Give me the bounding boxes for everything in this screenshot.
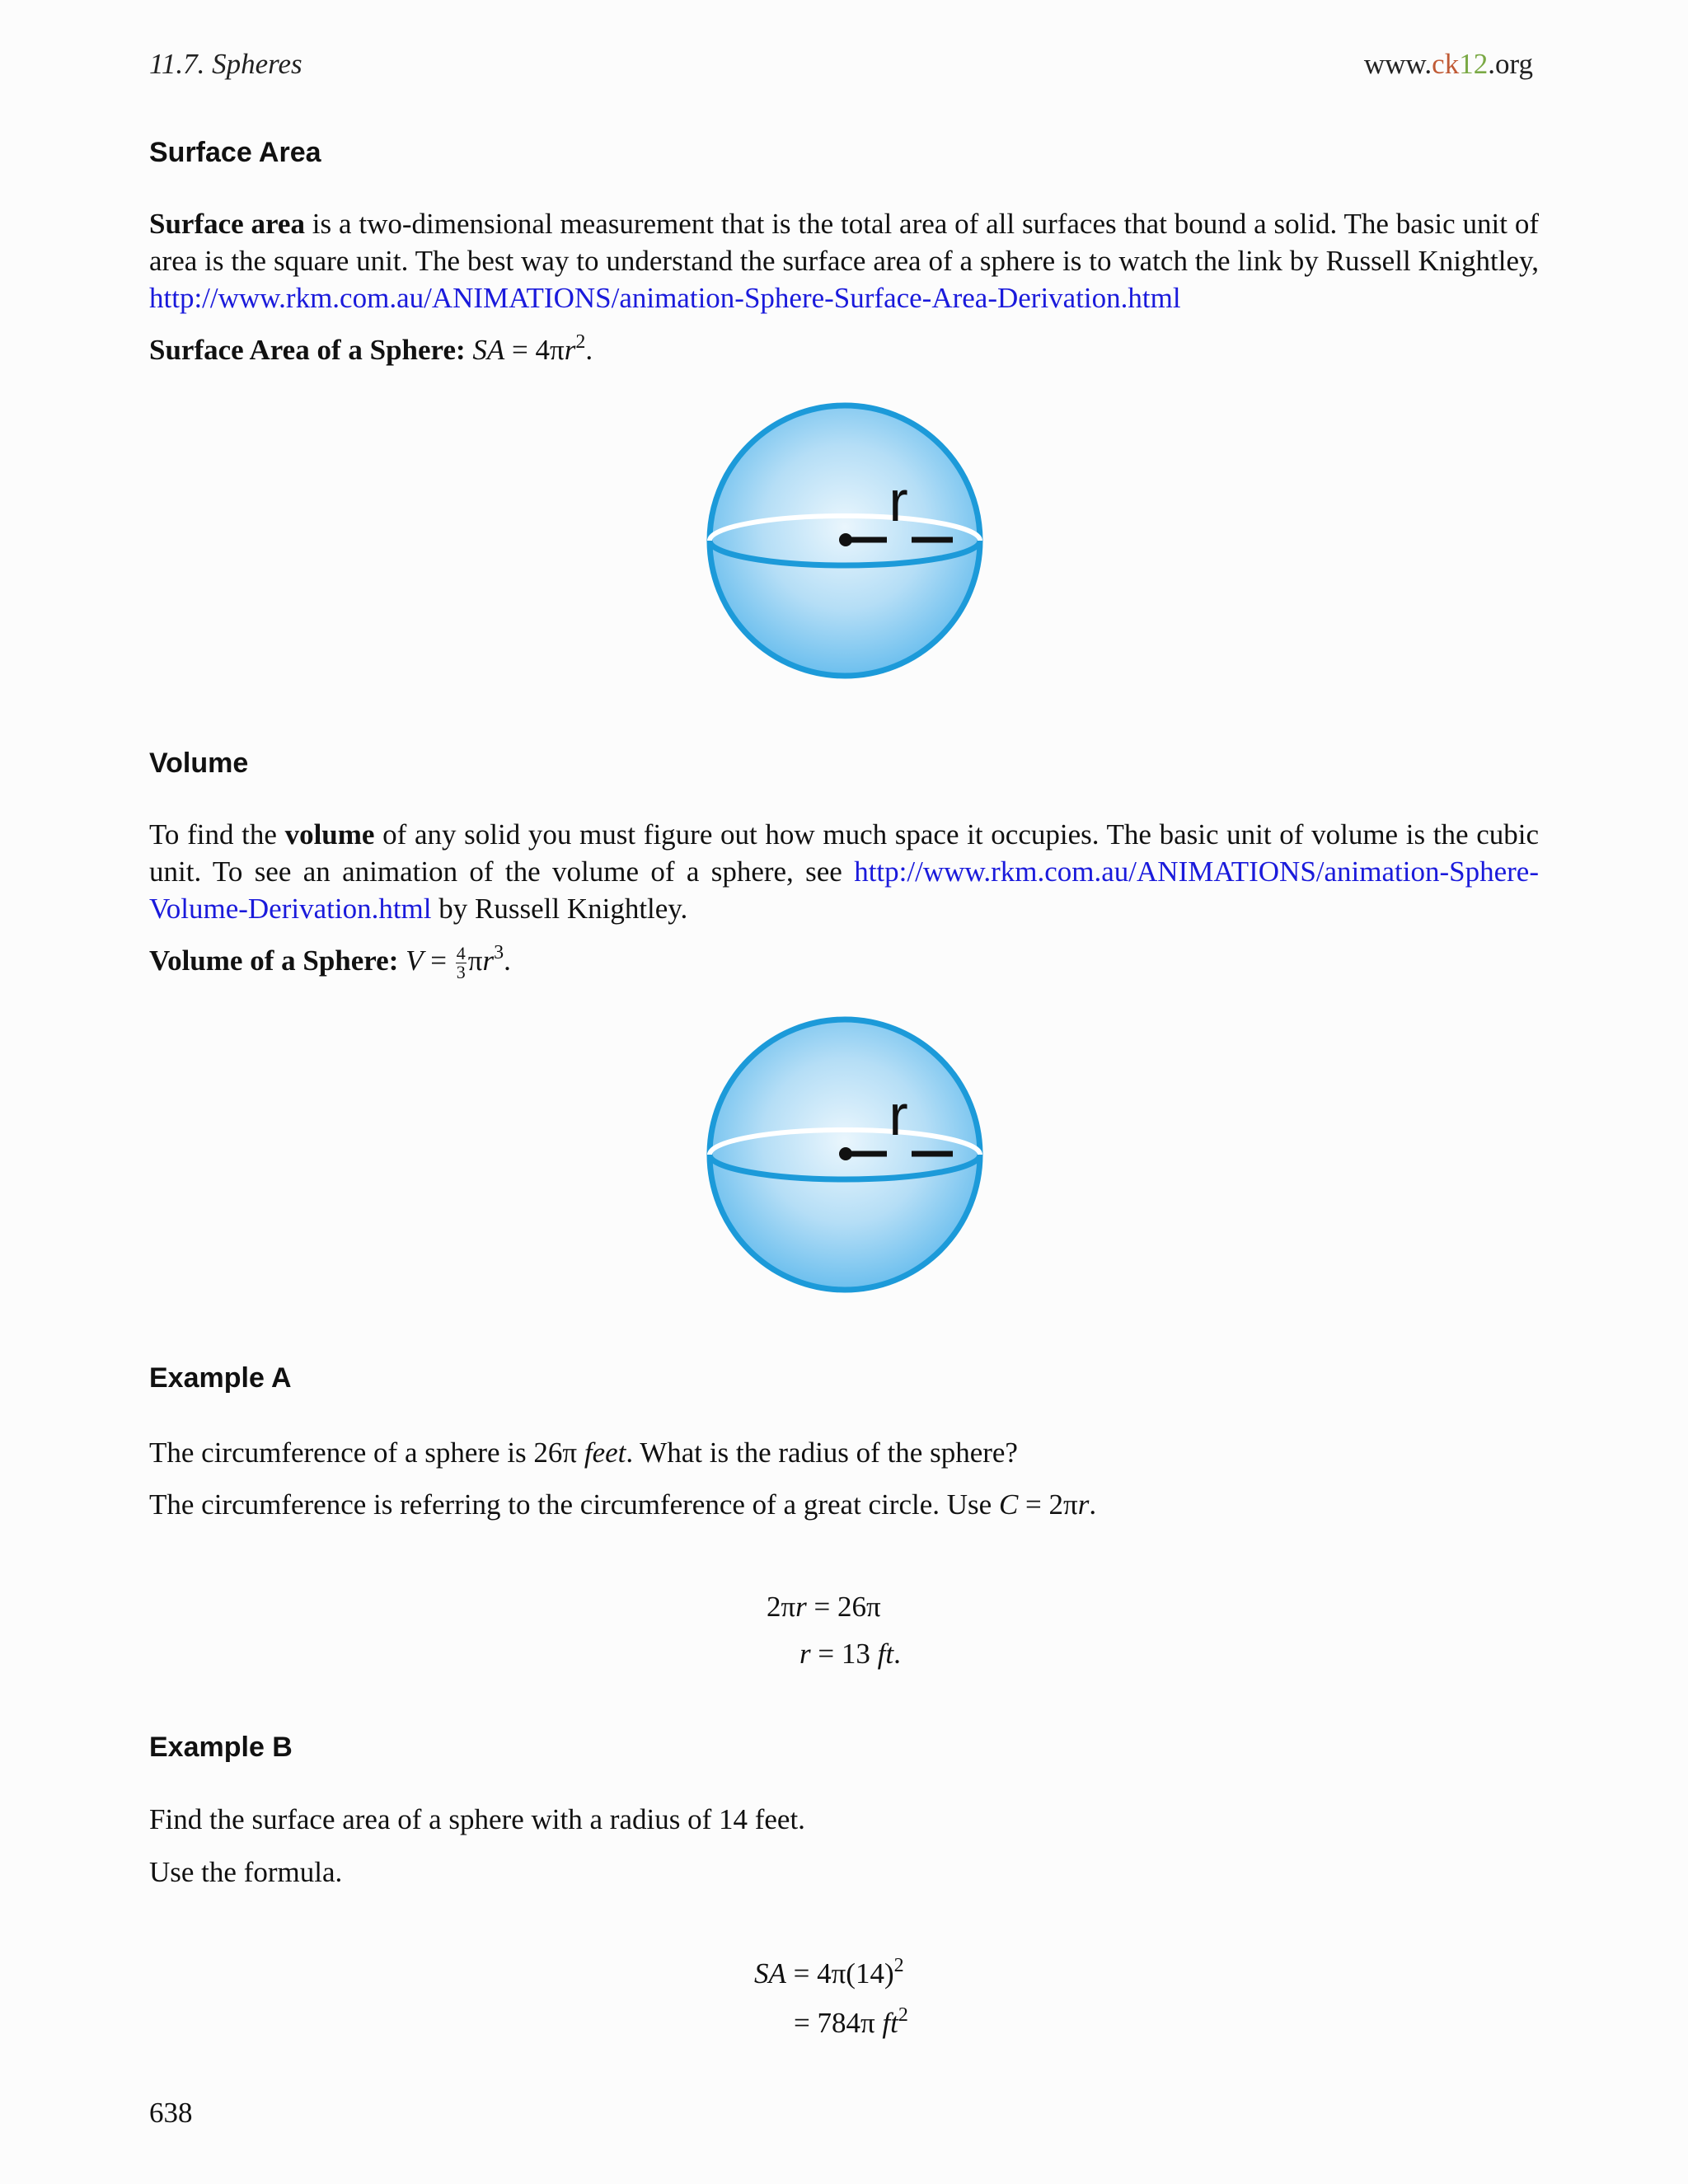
radius-label: r <box>889 469 908 533</box>
running-header-chapter: 11.7. Spheres <box>149 48 302 80</box>
surface-area-link[interactable]: http://www.rkm.com.au/ANIMATIONS/animation-Sphere-Surface-Area-Derivation.html <box>149 282 1181 314</box>
example-b-question: Find the surface area of a sphere with a radius of 14 feet. <box>149 1803 805 1835</box>
section-heading-example-b: Example B <box>149 1732 293 1763</box>
example-b-equation-1: SA = $4\pi(14)^2$ <box>754 1955 904 1990</box>
volume-paragraph: To find the volume of any solid you must figure out how much space it occupies. The basic unit of volume is the cubic unit. To see an animation of the volume of a sphere, see http://www.rkm.com.au/ANIMATIONS/animation-Sphere-Volume-Derivation.html by Russell Knightley. <box>149 818 1539 925</box>
page-number: 638 <box>149 2097 193 2129</box>
example-a-question: The circumference of a sphere is 26π feet. What is the radius of the sphere? <box>149 1436 1018 1469</box>
volume-formula: Volume of a Sphere: V = $\frac{4}{3}$ $\pi r^3$. <box>149 942 511 983</box>
section-heading-example-a: Example A <box>149 1362 292 1394</box>
example-b-equation-2: = 784π $ft^2$ <box>794 2004 908 2039</box>
surface-area-formula: Surface Area of a Sphere: SA = $4\pi r^2$. <box>149 331 593 366</box>
example-a-equation-1: 2πr = 26π <box>767 1591 881 1623</box>
radius-label: r <box>889 1083 908 1147</box>
sphere-figure-surface-area <box>701 396 989 684</box>
running-header-site[interactable]: www.ck12.org <box>1363 48 1533 80</box>
surface-area-paragraph: Surface area is a two-dimensional measurement that is the total area of all surfaces that bound a solid. The basic unit of area is the square unit. The best way to understand the surface area of a sphere is to watch the link by Russell Knightley, http://www.rkm.com.au/ANIMATIONS/animation-Sphere-Surface-Area-Derivation.html <box>149 208 1539 314</box>
example-a-explanation: The circumference is referring to the circumference of a great circle. Use C = 2πr. <box>149 1488 1097 1521</box>
fraction-four-thirds: $\frac{4}{3}$ <box>456 943 466 983</box>
volume-link[interactable]: http://www.rkm.com.au/ANIMATIONS/animation-Sphere-Volume-Derivation.html <box>149 855 1539 925</box>
example-a-equation-2: r = 13 ft. <box>799 1638 901 1670</box>
section-heading-volume: Volume <box>149 748 249 779</box>
section-heading-surface-area: Surface Area <box>149 137 321 168</box>
example-b-hint: Use the formula. <box>149 1856 343 1888</box>
sphere-figure-volume <box>701 1010 989 1298</box>
